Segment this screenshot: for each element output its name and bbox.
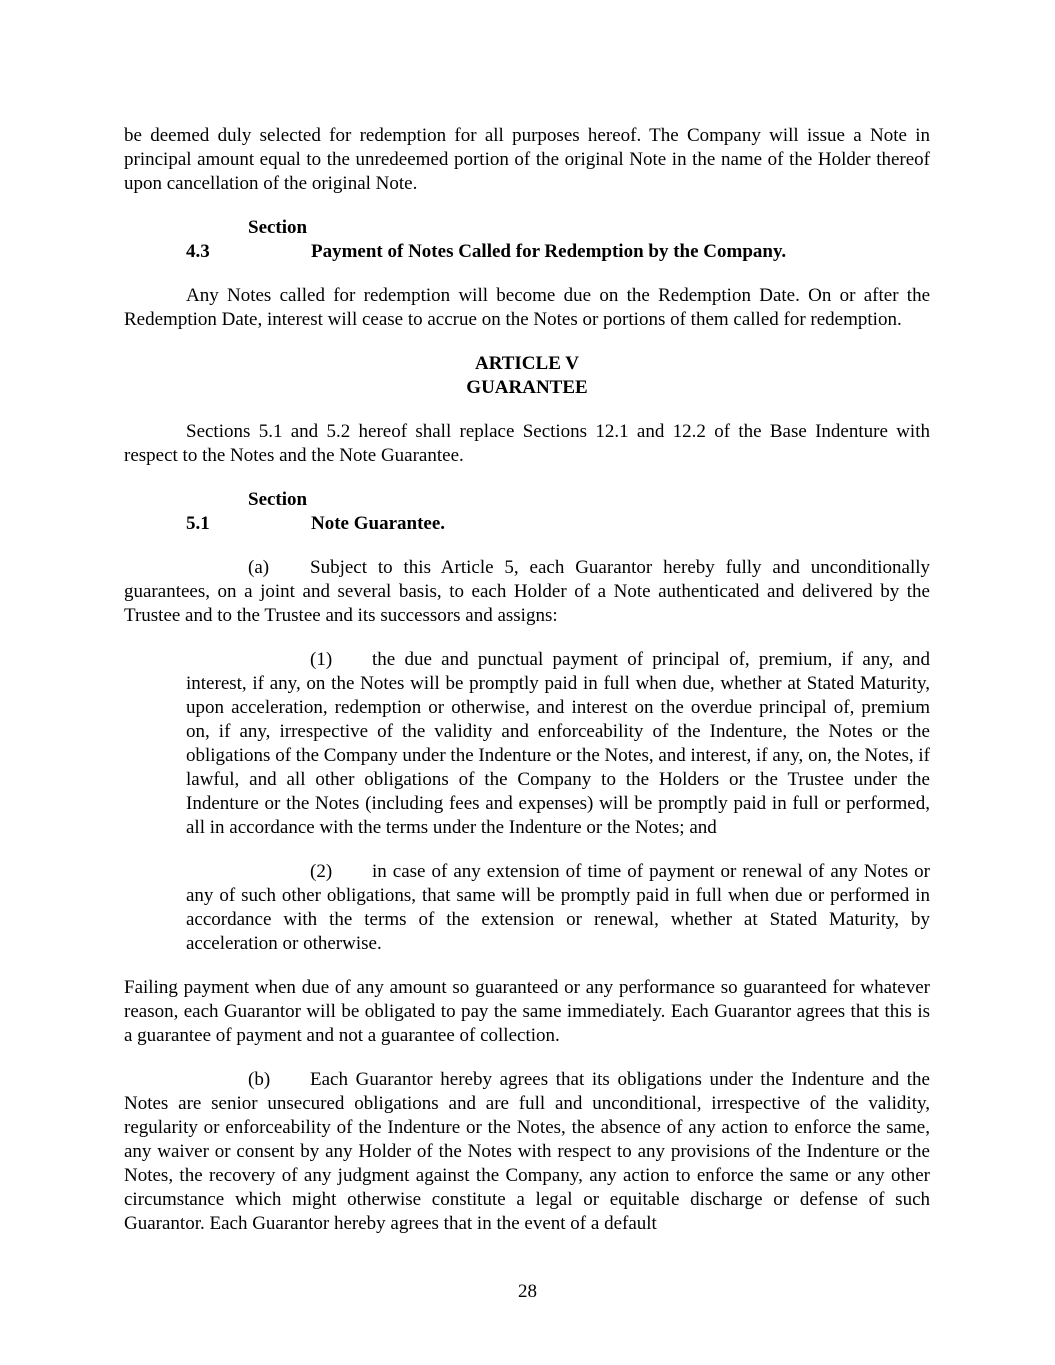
subclause-1 (186, 648, 930, 840)
body-paragraph-failing-payment: Failing payment when due of any amount so guaranteed or any performance so guaranteed for whatever reason, each Guarantor will be obligated to pay the same immediately. Each Guarantor agrees that this is a guarantee of payment and not a guarantee of collection. (124, 977, 930, 1046)
clause-marker: (b) (248, 1069, 271, 1090)
article-title: GUARANTEE (466, 377, 588, 398)
section-title: Payment of Notes Called for Redemption by the Company. (311, 241, 787, 262)
clause-text: Subject to this Article 5, each Guarantor hereby fully and unconditionally guarantees, on a joint and several basis, to each Holder of a Note authenticated and delivered by the Trustee and to the Trustee and its successors and assigns: (124, 557, 930, 626)
article-heading (124, 352, 930, 400)
clause-text: the due and punctual payment of principal of, premium, if any, and interest, if any, on the Notes will be promptly paid in full when due, whether at Stated Maturity, upon acceleration, redemption or otherwise, and interest on the overdue principal of, premium on, if any, irrespective of the validity and enforceability of the Indenture, the Notes or the obligations of the Company under the Indenture or the Notes, and interest, if any, on, the Notes, if lawful, and all other obligations of the Company to the Holders or the Trustee under the Indenture or the Notes (including fees and expenses) will be promptly paid in full or performed, all in accordance with the terms under the Indenture or the Notes; and (186, 649, 930, 838)
clause-marker: (2) (310, 861, 333, 882)
page-number: 28 (518, 1281, 537, 1302)
article-number: ARTICLE V (474, 353, 580, 374)
section-number: Section 4.3 (186, 217, 308, 262)
body-paragraph-sections-replace: Sections 5.1 and 5.2 hereof shall replace Sections 12.1 and 12.2 of the Base Indenture with respect to the Notes and the Note Guarantee. (124, 421, 930, 466)
clause-b (124, 1068, 930, 1236)
section-number: Section 5.1 (186, 489, 308, 534)
clause-a (124, 556, 930, 628)
clause-text: in case of any extension of time of payment or renewal of any Notes or any of such other obligations, that same will be promptly paid in full when due or performed in accordance with the terms of the extension or renewal, whether at Stated Maturity, by acceleration or otherwise. (186, 861, 930, 954)
clause-text: Each Guarantor hereby agrees that its obligations under the Indenture and the Notes are senior unsecured obligations and are full and unconditional, irrespective of the validity, regularity or enforceability of the Indenture or the Notes, the absence of any action to enforce the same, any waiver or consent by any Holder of the Notes with respect to any provisions of the Indenture or the Notes, the recovery of any judgment against the Company, any action to enforce the same or any other circumstance which might otherwise constitute a legal or equitable discharge or defense of such Guarantor. Each Guarantor hereby agrees that in the event of a default (124, 1069, 930, 1234)
section-title: Note Guarantee. (311, 513, 446, 534)
body-paragraph-redemption: Any Notes called for redemption will become due on the Redemption Date. On or after the Redemption Date, interest will cease to accrue on the Notes or portions of them called for redemption. (124, 285, 930, 330)
subclause-2 (186, 860, 930, 956)
document-page (124, 124, 930, 1236)
section-5-1-heading (124, 488, 930, 536)
clause-marker: (1) (310, 649, 333, 670)
body-paragraph-continuation: be deemed duly selected for redemption for all purposes hereof. The Company will issue a Note in principal amount equal to the unredeemed portion of the original Note in the name of the Holder thereof upon cancellation of the original Note. (124, 125, 930, 194)
section-4-3-heading (124, 216, 930, 264)
clause-marker: (a) (248, 557, 270, 578)
